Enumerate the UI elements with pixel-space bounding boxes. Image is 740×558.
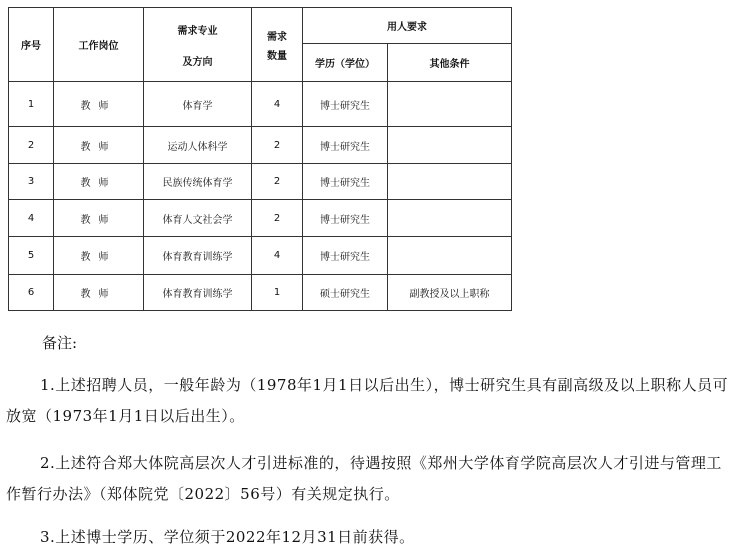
- header-count-line1: 需求: [267, 31, 287, 43]
- header-count: [252, 8, 303, 82]
- cell-seq: 1: [9, 82, 54, 127]
- table-row: [9, 200, 512, 237]
- cell-other: [388, 82, 512, 127]
- table-header-row: [9, 8, 512, 44]
- cell-other: 副教授及以上职称: [388, 275, 512, 311]
- cell-major: 体育教育训练学: [144, 237, 252, 275]
- header-requirements: 用人要求: [303, 8, 512, 44]
- header-major-line2: 及方向: [182, 56, 213, 68]
- cell-post: 教师: [54, 82, 144, 127]
- cell-count: 2: [252, 164, 303, 200]
- cell-education: 博士研究生: [303, 82, 388, 127]
- cell-education: 博士研究生: [303, 127, 388, 164]
- notes-title: 备注:: [42, 334, 78, 352]
- cell-count: 2: [252, 127, 303, 164]
- header-other: 其他条件: [388, 44, 512, 82]
- cell-seq: 4: [9, 200, 54, 237]
- table-row: [9, 127, 512, 164]
- cell-seq: 2: [9, 127, 54, 164]
- cell-education: 博士研究生: [303, 164, 388, 200]
- note-item-1: 1.上述招聘人员，一般年龄为（1978年1月1日以后出生），博士研究生具有副高级及以上职称人员可放宽（1973年1月1日以后出生）。: [6, 376, 729, 425]
- cell-post: 教师: [54, 164, 144, 200]
- table-row: [9, 237, 512, 275]
- cell-other: [388, 164, 512, 200]
- cell-education: 博士研究生: [303, 200, 388, 237]
- note-item-3: 3.上述博士学历、学位须于2022年12月31日前获得。: [40, 528, 415, 546]
- table-row: [9, 82, 512, 127]
- table-row: [9, 164, 512, 200]
- cell-count: 2: [252, 200, 303, 237]
- header-seq: 序号: [9, 8, 54, 82]
- header-major-line1: 需求专业: [177, 25, 218, 37]
- header-major: [144, 8, 252, 82]
- cell-post: 教师: [54, 127, 144, 164]
- cell-major: 体育人文社会学: [144, 200, 252, 237]
- recruitment-table: [8, 7, 512, 311]
- cell-other: [388, 237, 512, 275]
- cell-count: 4: [252, 237, 303, 275]
- cell-seq: 3: [9, 164, 54, 200]
- cell-post: 教师: [54, 275, 144, 311]
- note-item-2: 2.上述符合郑大体院高层次人才引进标准的，待遇按照《郑州大学体育学院高层次人才引进与管理工作暂行办法》（郑体院党〔2022〕56号）有关规定执行。: [6, 454, 722, 503]
- cell-major: 体育学: [144, 82, 252, 127]
- cell-other: [388, 200, 512, 237]
- cell-post: 教师: [54, 200, 144, 237]
- cell-other: [388, 127, 512, 164]
- cell-education: 硕士研究生: [303, 275, 388, 311]
- cell-seq: 5: [9, 237, 54, 275]
- cell-major: 体育教育训练学: [144, 275, 252, 311]
- header-education: 学历（学位）: [303, 44, 388, 82]
- cell-education: 博士研究生: [303, 237, 388, 275]
- cell-post: 教师: [54, 237, 144, 275]
- cell-seq: 6: [9, 275, 54, 311]
- cell-major: 运动人体科学: [144, 127, 252, 164]
- table-row: [9, 275, 512, 311]
- cell-major: 民族传统体育学: [144, 164, 252, 200]
- header-post: 工作岗位: [54, 8, 144, 82]
- cell-count: 1: [252, 275, 303, 311]
- header-count-line2: 数量: [267, 50, 287, 62]
- cell-count: 4: [252, 82, 303, 127]
